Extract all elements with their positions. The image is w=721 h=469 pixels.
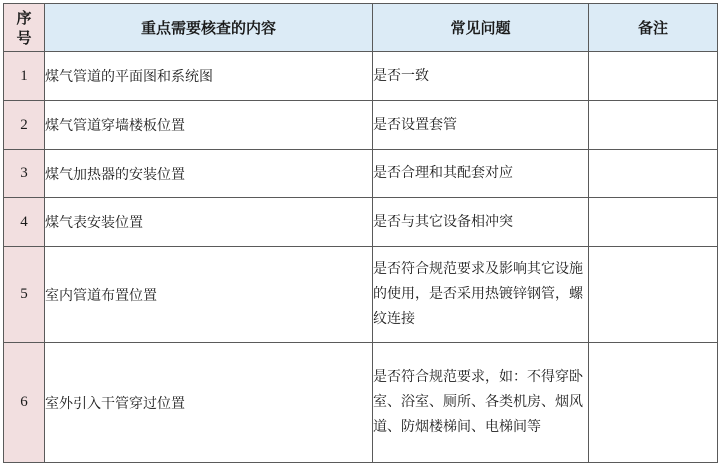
header-note: 备注 <box>589 4 718 52</box>
table-row <box>4 343 718 463</box>
header-content: 重点需要核查的内容 <box>45 4 373 52</box>
row-seq: 4 <box>4 198 45 247</box>
row-problem: 是否一致 <box>373 52 589 101</box>
row-note <box>589 247 718 343</box>
table-row <box>4 101 718 150</box>
row-problem: 是否合理和其配套对应 <box>373 150 589 198</box>
row-note <box>589 52 718 101</box>
row-seq: 6 <box>4 343 45 463</box>
row-content: 煤气管道的平面图和系统图 <box>45 52 373 101</box>
row-note <box>589 343 718 463</box>
row-seq: 3 <box>4 150 45 198</box>
review-table <box>3 3 718 463</box>
row-seq: 5 <box>4 247 45 343</box>
header-problem: 常见问题 <box>373 4 589 52</box>
row-seq: 2 <box>4 101 45 150</box>
table-row <box>4 198 718 247</box>
header-row <box>4 4 718 52</box>
row-problem: 是否与其它设备相冲突 <box>373 198 589 247</box>
table-row <box>4 150 718 198</box>
table-row <box>4 247 718 343</box>
row-problem: 是否符合规范要求及影响其它设施的使用，是否采用热镀锌钢管，螺纹连接 <box>373 247 589 343</box>
row-content: 煤气管道穿墙楼板位置 <box>45 101 373 150</box>
table-row <box>4 52 718 101</box>
header-seq-line2: 号 <box>16 28 32 47</box>
row-problem: 是否符合规范要求，如：不得穿卧室、浴室、厕所、各类机房、烟风道、防烟楼梯间、电梯间等 <box>373 343 589 463</box>
row-content: 室外引入干管穿过位置 <box>45 343 373 463</box>
row-content: 煤气表安装位置 <box>45 198 373 247</box>
row-seq: 1 <box>4 52 45 101</box>
row-note <box>589 198 718 247</box>
row-content: 煤气加热器的安装位置 <box>45 150 373 198</box>
row-problem: 是否设置套管 <box>373 101 589 150</box>
row-note <box>589 101 718 150</box>
row-content: 室内管道布置位置 <box>45 247 373 343</box>
row-note <box>589 150 718 198</box>
header-seq <box>4 4 45 52</box>
header-seq-line1: 序 <box>16 8 32 27</box>
